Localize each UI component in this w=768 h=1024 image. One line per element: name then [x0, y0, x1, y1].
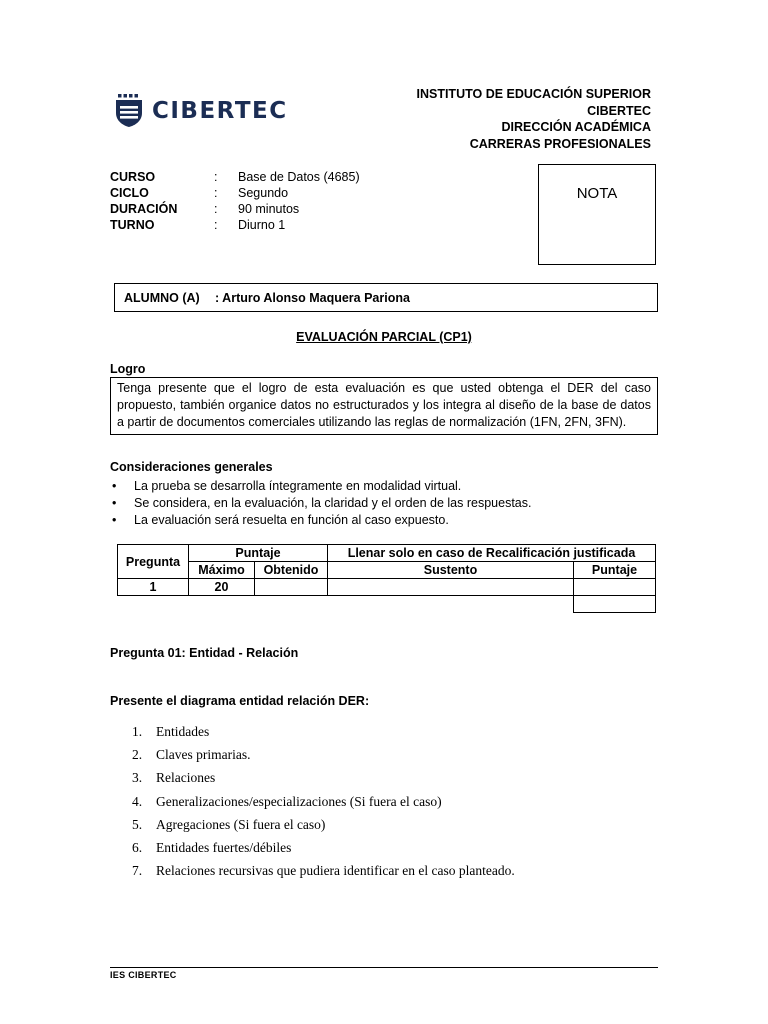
score-table — [117, 544, 656, 613]
question-subtitle: Presente el diagrama entidad relación DER: — [110, 694, 370, 708]
cibertec-logo — [114, 93, 288, 129]
consideration-text: La prueba se desarrolla íntegramente en modalidad virtual. — [134, 479, 462, 493]
cell-obtenido[interactable] — [255, 579, 328, 596]
requirements-list — [132, 724, 515, 886]
course-value: Base de Datos (4685) — [238, 170, 360, 184]
cycle-sep: : — [214, 186, 218, 200]
duration-key: DURACIÓN — [110, 202, 178, 216]
shift-row — [110, 217, 360, 233]
item-number: 6. — [132, 839, 143, 855]
institution-header — [416, 86, 651, 152]
institution-line-2: CIBERTEC — [587, 103, 651, 118]
course-info — [110, 169, 360, 233]
cell-puntaje-extra[interactable] — [574, 596, 656, 613]
grade-label: NOTA — [576, 185, 618, 202]
item-number: 7. — [132, 863, 143, 879]
logo-text: CIBERTEC — [152, 98, 288, 124]
header-maximo: Máximo — [189, 562, 255, 579]
list-item — [132, 724, 515, 747]
item-text: Claves primarias. — [156, 747, 251, 763]
empty-cell — [328, 596, 574, 613]
list-item — [132, 863, 515, 886]
list-item — [132, 794, 515, 817]
cell-sustento[interactable] — [328, 579, 574, 596]
list-item — [132, 817, 515, 840]
item-text: Generalizaciones/especializaciones (Si fuera el caso) — [156, 793, 442, 809]
institution-line-1: INSTITUTO DE EDUCACIÓN SUPERIOR — [416, 87, 651, 101]
course-key: CURSO — [110, 170, 156, 184]
institution-line-3: DIRECCIÓN ACADÉMICA — [501, 120, 651, 134]
header-puntaje-recalif: Puntaje — [574, 562, 656, 579]
shift-key: TURNO — [110, 218, 155, 232]
bullet-icon: • — [112, 479, 117, 493]
cycle-row — [110, 185, 360, 201]
item-text: Relaciones — [156, 770, 216, 786]
footer-text: IES CIBERTEC — [110, 970, 177, 980]
duration-value: 90 minutos — [238, 202, 300, 216]
cycle-value: Segundo — [238, 186, 289, 200]
achievement-label: Logro — [110, 362, 146, 376]
grade-box — [538, 164, 656, 265]
empty-cell — [189, 596, 255, 613]
considerations-list — [110, 478, 531, 529]
list-item — [132, 770, 515, 793]
consideration-text: La evaluación será resuelta en función al caso expuesto. — [134, 513, 449, 527]
item-text: Entidades fuertes/débiles — [156, 839, 292, 855]
evaluation-title — [0, 330, 768, 344]
cycle-key: CICLO — [110, 186, 149, 200]
question-title: Pregunta 01: Entidad - Relación — [110, 646, 299, 660]
empty-cell — [255, 596, 328, 613]
item-text: Entidades — [156, 724, 210, 739]
bullet-icon: • — [112, 496, 117, 510]
course-row — [110, 169, 360, 185]
header-sustento: Sustento — [328, 562, 574, 579]
student-label: ALUMNO (A) — [124, 290, 200, 305]
footer-divider — [110, 967, 658, 968]
duration-row — [110, 201, 360, 217]
item-number: 3. — [132, 770, 143, 786]
empty-cell — [118, 596, 189, 613]
duration-sep: : — [214, 202, 218, 216]
bullet-icon: • — [112, 513, 117, 527]
item-number: 2. — [132, 747, 143, 763]
list-item — [110, 512, 531, 529]
considerations-title: Consideraciones generales — [110, 460, 273, 474]
table-header-row — [118, 545, 656, 562]
item-number: 5. — [132, 816, 143, 832]
table-row — [118, 579, 656, 596]
evaluation-title-text: EVALUACIÓN PARCIAL (CP1) — [296, 330, 472, 344]
list-item — [132, 840, 515, 863]
consideration-text: Se considera, en la evaluación, la claridad y el orden de las respuestas. — [134, 496, 532, 510]
item-number: 1. — [132, 724, 143, 739]
header-pregunta: Pregunta — [118, 545, 189, 579]
item-text: Agregaciones (Si fuera el caso) — [156, 816, 326, 832]
header-puntaje: Puntaje — [189, 545, 328, 562]
institution-line-4: CARRERAS PROFESIONALES — [469, 136, 651, 151]
shift-sep: : — [214, 218, 218, 232]
shield-logo-icon — [114, 94, 144, 128]
table-row-extra — [118, 596, 656, 613]
course-sep: : — [214, 170, 218, 184]
achievement-box: Tenga presente que el logro de esta evaluación es que usted obtenga el DER del caso propuesto, también organice datos no estructurados y los integra al diseño de la base de datos a partir de documentos comerciales utilizando las reglas de normalización (1FN, 2FN, 3FN). — [110, 377, 658, 435]
header-recalificacion: Llenar solo en caso de Recalificación justificada — [328, 545, 656, 562]
item-number: 4. — [132, 793, 143, 809]
cell-maximo: 20 — [189, 579, 255, 596]
list-item — [132, 747, 515, 770]
item-text: Relaciones recursivas que pudiera identificar en el caso planteado. — [156, 863, 515, 879]
list-item — [110, 478, 531, 495]
table-subheader-row — [118, 562, 656, 579]
student-name: : Arturo Alonso Maquera Pariona — [215, 290, 410, 305]
shift-value: Diurno 1 — [238, 218, 286, 232]
cell-pregunta: 1 — [118, 579, 189, 596]
cell-puntaje-recalif[interactable] — [574, 579, 656, 596]
list-item — [110, 495, 531, 512]
student-box — [114, 283, 658, 312]
header-obtenido: Obtenido — [255, 562, 328, 579]
